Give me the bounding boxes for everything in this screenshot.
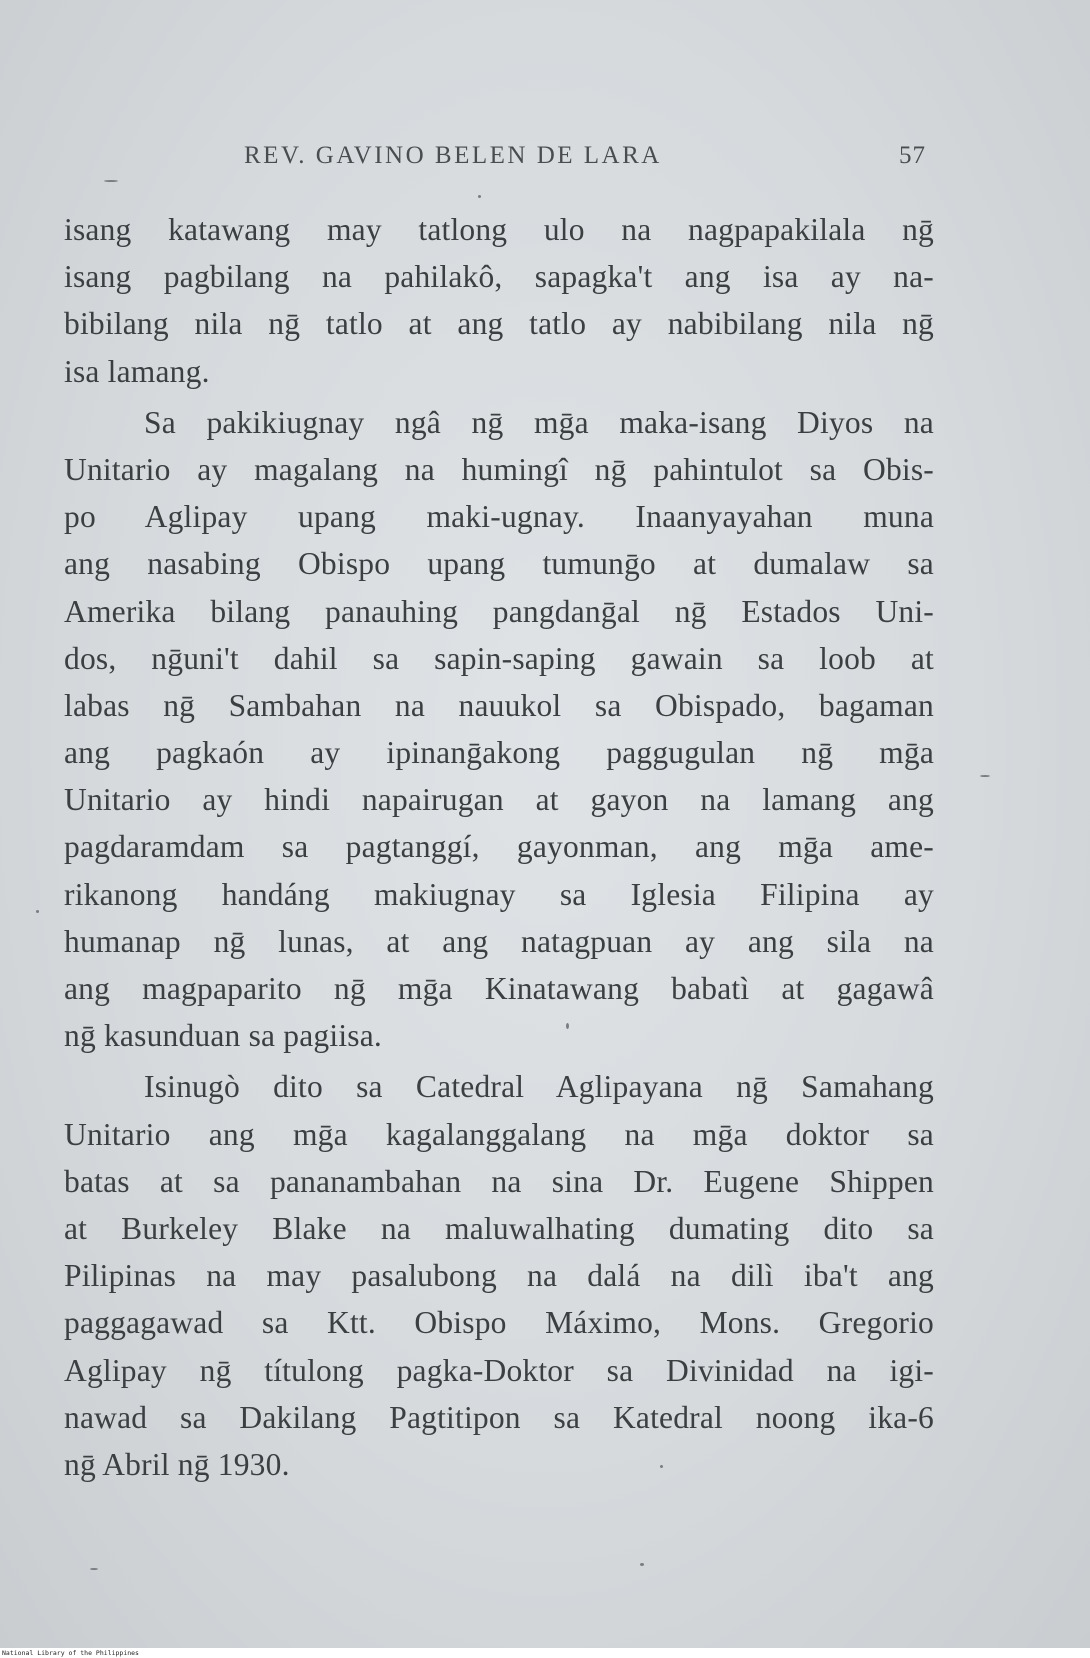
text-line: Sa pakikiugnay ngâ nḡ mḡa maka-isang Diyos na: [144, 404, 934, 440]
text-line: batas at sa pananambahan na sina Dr. Eugene Shippen: [64, 1163, 934, 1199]
scan-speck: [640, 1563, 644, 1566]
text-line: ang nasabing Obispo upang tumunḡo at dumalaw sa: [64, 546, 934, 582]
paragraph: [64, 1063, 934, 1488]
text-line: isang katawang may tatlong ulo na nagpapakilala nḡ: [64, 212, 934, 247]
text-line: Pilipinas na may pasalubong na dalá na dilì iba't ang: [64, 1258, 934, 1294]
text-line: po Aglipay upang maki-ugnay. Inaanyayahan muna: [64, 499, 934, 535]
text-line: at Burkeley Blake na maluwalhating dumating dito sa: [64, 1210, 934, 1246]
text-line: Unitario ay hindi napairugan at gayon na lamang ang: [64, 782, 934, 818]
text-line: ang magpaparito nḡ mḡa Kinatawang babatì at gagawâ: [64, 971, 934, 1006]
text-line: isa lamang.: [64, 353, 210, 389]
scan-speck: [566, 1023, 569, 1029]
text-line: labas nḡ Sambahan na nauukol sa Obispado, bagaman: [64, 687, 934, 723]
text-line: Aglipay nḡ títulong pagka-Doktor sa Divinidad na igi-: [64, 1352, 934, 1388]
text-line: paggagawad sa Ktt. Obispo Máximo, Mons. Gregorio: [64, 1305, 934, 1341]
text-line: isang pagbilang na pahilakô, sapagka't ang isa ay na-: [64, 259, 934, 295]
text-line: nḡ Abril nḡ 1930.: [64, 1446, 290, 1482]
page-number: 57: [899, 142, 926, 169]
running-title: REV. GAVINO BELEN DE LARA: [244, 142, 662, 169]
text-line: pagdaramdam sa pagtanggí, gayonman, ang mḡa ame-: [64, 829, 934, 865]
scan-speck: [90, 1568, 98, 1570]
text-line: Isinugò dito sa Catedral Aglipayana nḡ Samahang: [144, 1069, 934, 1105]
running-header: [64, 142, 934, 182]
paragraph: [64, 206, 934, 395]
text-line: Unitario ay magalang na humingî nḡ pahintulot sa Obis-: [64, 451, 934, 487]
text-line: Amerika bilang panauhing pangdanḡal nḡ Estados Uni-: [64, 593, 934, 629]
text-line: dos, nḡuni't dahil sa sapin-saping gawain sa loob at: [64, 640, 934, 676]
scan-speck: [980, 775, 990, 777]
scan-speck: [36, 910, 39, 913]
text-line: nawad sa Dakilang Pagtitipon sa Katedral noong ika-6: [64, 1399, 934, 1435]
text-line: humanap nḡ lunas, at ang natagpuan ay ang sila na: [64, 923, 934, 959]
text-line: rikanong handáng makiugnay sa Iglesia Filipina ay: [64, 876, 934, 912]
text-line: Unitario ang mḡa kagalanggalang na mḡa doktor sa: [64, 1116, 934, 1152]
text-line: bibilang nila nḡ tatlo at ang tatlo ay nabibilang nila nḡ: [64, 306, 934, 342]
footer-credit: National Library of the Philippines: [2, 1649, 139, 1657]
scan-speck: [478, 195, 481, 198]
text-line: ang pagkaón ay ipinanḡakong paggugulan nḡ mḡa: [64, 735, 934, 771]
text-line: nḡ kasunduan sa pagiisa.: [64, 1018, 382, 1054]
paragraph: [64, 399, 934, 1060]
scan-speck: [660, 1465, 663, 1468]
scan-speck: [104, 180, 118, 182]
body-text: [64, 206, 934, 1488]
